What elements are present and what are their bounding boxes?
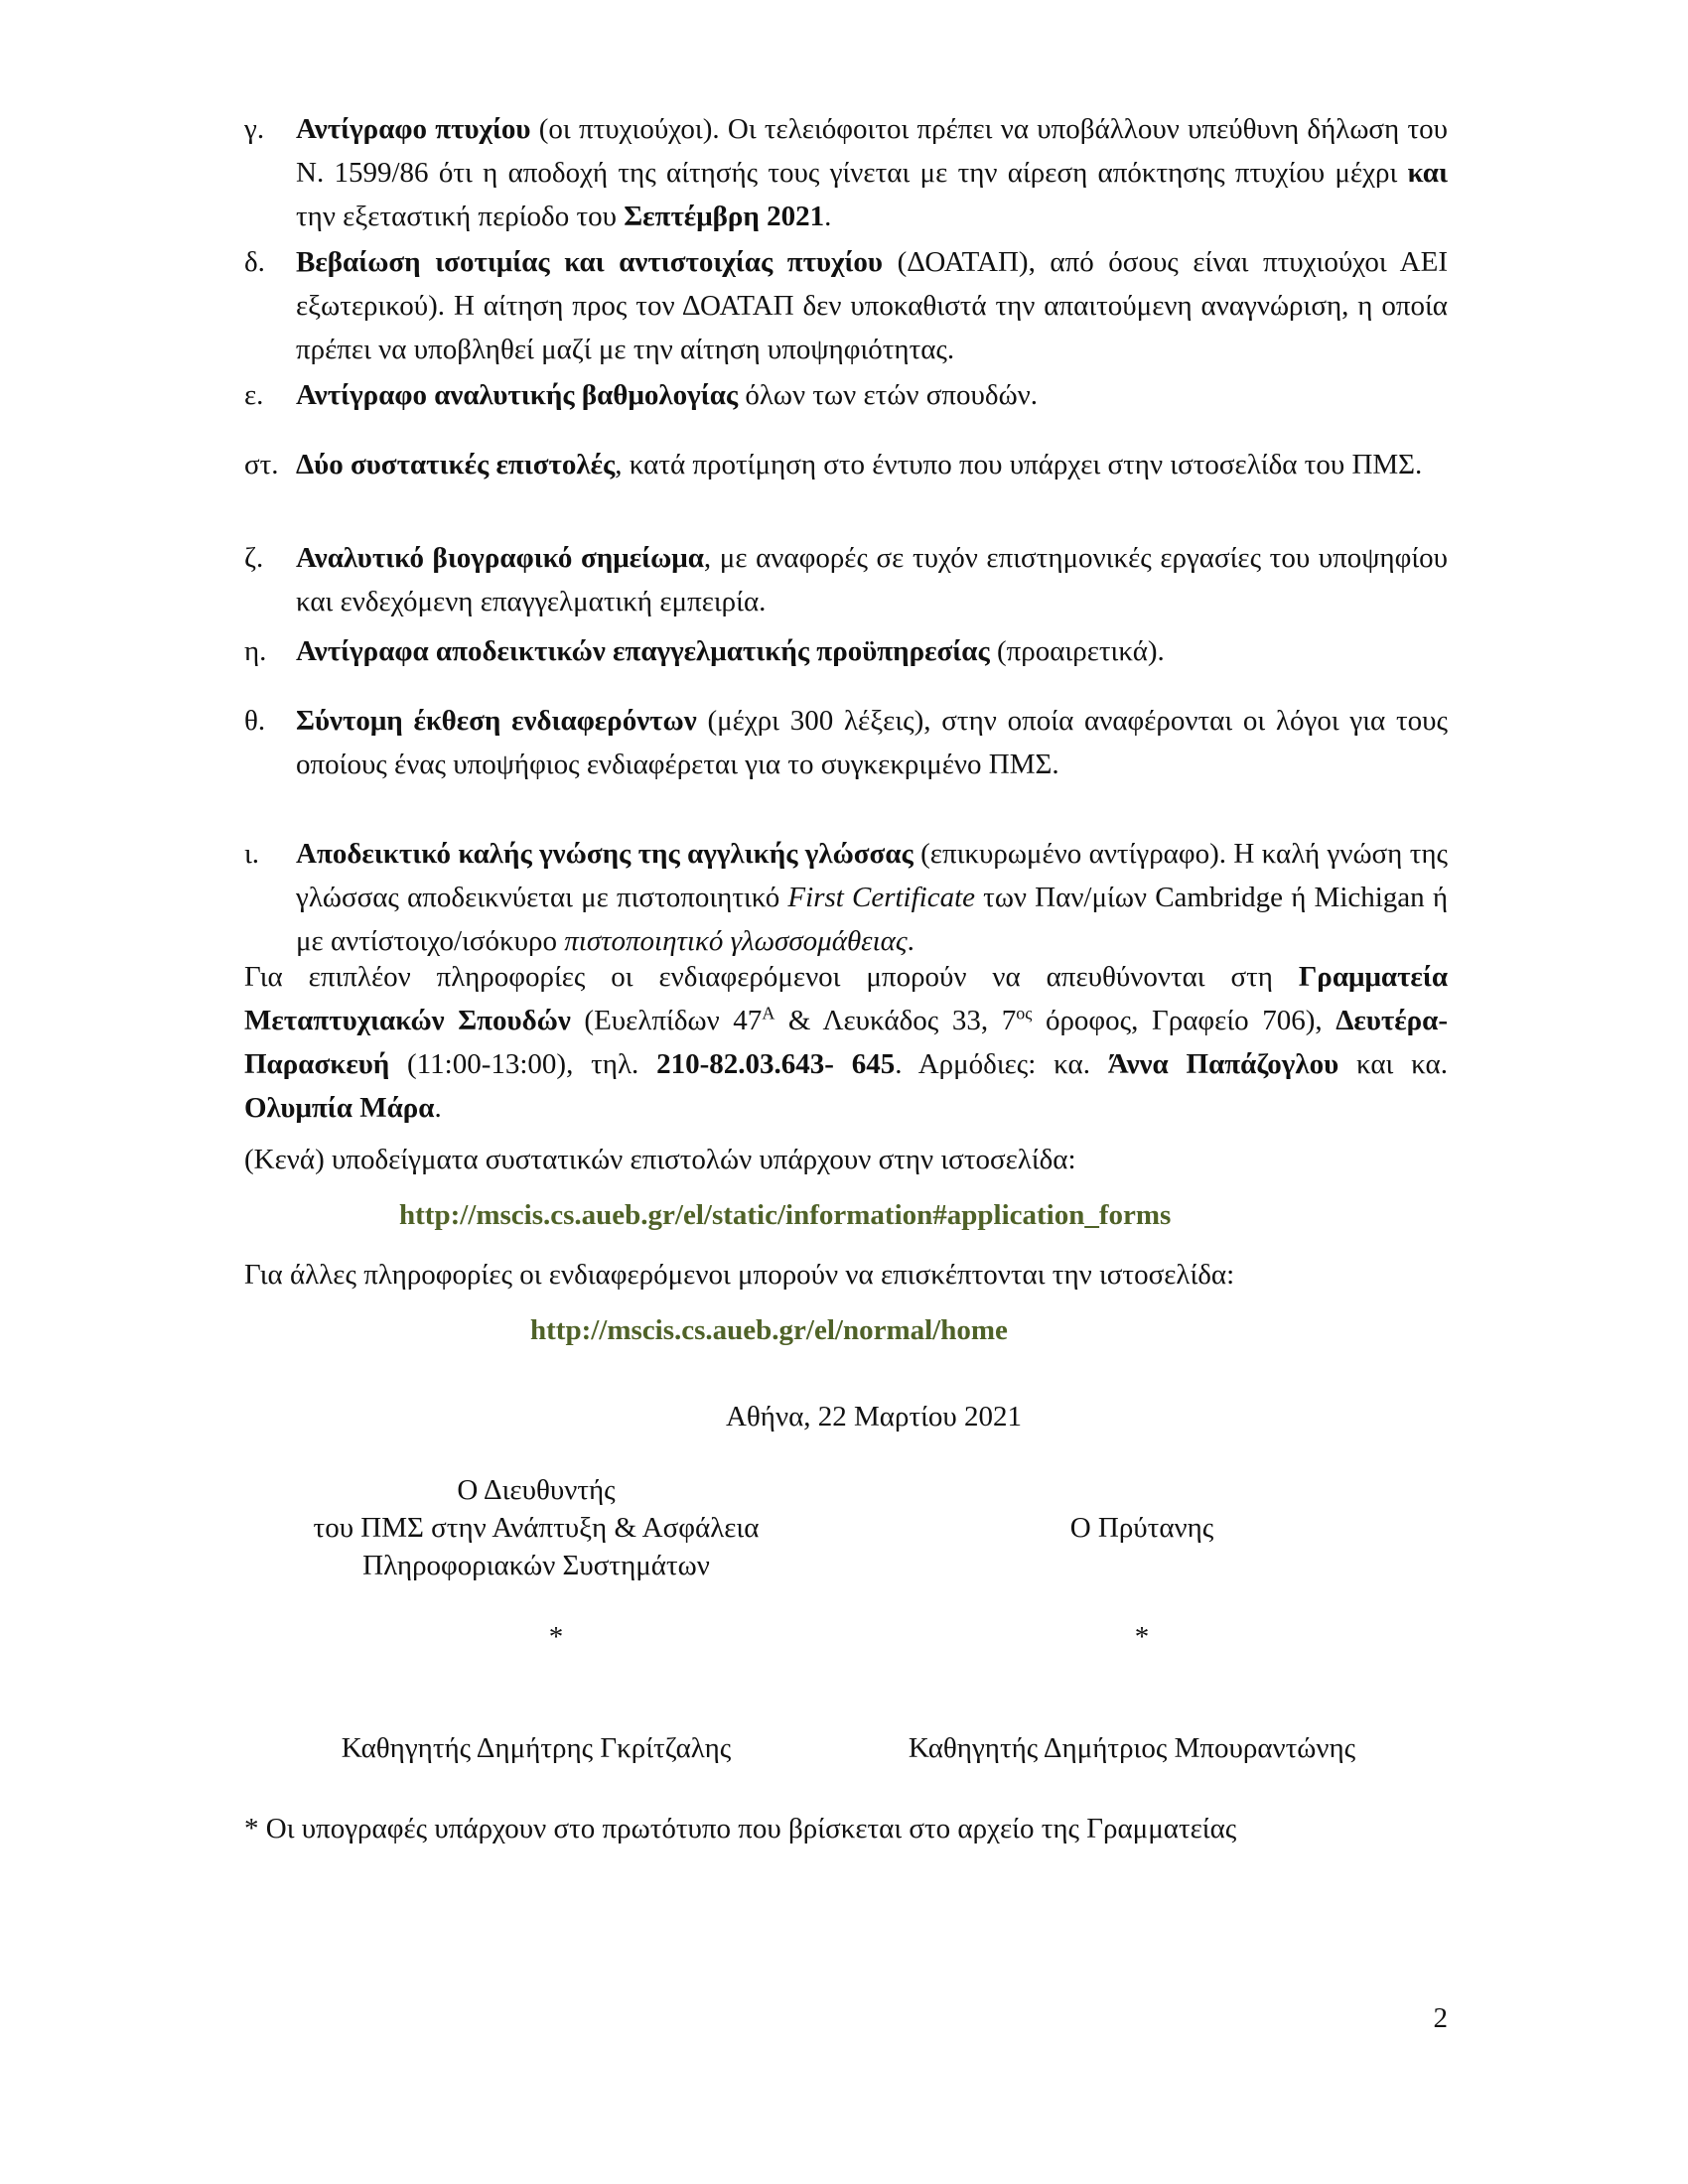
text-run: Α xyxy=(762,1003,775,1024)
text-run: 210-82.03.643- 645 xyxy=(656,1048,896,1080)
text-run: όροφος, Γραφείο 706), xyxy=(1032,1005,1336,1036)
right-signatory-name: Καθηγητής Δημήτριος Μπουραντώνης xyxy=(908,1732,1356,1764)
left-signatory-name: Καθηγητής Δημήτρης Γκρίτζαλης xyxy=(341,1732,732,1764)
text-run: πιστοποιητικό γλωσσομάθειας xyxy=(564,925,908,957)
list-item xyxy=(244,832,1448,963)
list-item-marker: ε. xyxy=(244,379,264,411)
signature-footnote: * Οι υπογραφές υπάρχουν στο πρωτότυπο που βρίσκεται στο αρχείο της Γραμματείας xyxy=(244,1813,1237,1844)
info-paragraph xyxy=(244,955,1448,1130)
text-run: ος xyxy=(1016,1003,1033,1024)
list-item-text xyxy=(296,107,1448,238)
list-item xyxy=(244,107,1448,238)
list-item-marker: στ. xyxy=(244,449,279,480)
text-run: Αναλυτικό βιογραφικό σημείωμα xyxy=(296,542,704,574)
text-run: Βεβαίωση ισοτιμίας και αντιστοιχίας πτυχίου xyxy=(296,246,883,278)
text-run: (Ευελπίδων 47 xyxy=(570,1005,763,1036)
text-run: (11:00-13:00), τηλ. xyxy=(389,1048,657,1080)
text-run: Αντίγραφο πτυχίου xyxy=(296,113,531,145)
left-signatory-title xyxy=(238,1471,834,1584)
text-run: . Αρμόδιες: κα. xyxy=(895,1048,1108,1080)
text-run: . xyxy=(824,201,832,232)
list-item-marker: ι. xyxy=(244,838,260,870)
text-run: (μέχρι 300 λέξεις), στην οποία αναφέρονται οι λόγοι για τους οποίους ένας υποψήφιος ενδιαφέρεται για το συγκεκριμένο ΠΜΣ. xyxy=(296,705,1448,780)
text-run: Σεπτέμβρη 2021 xyxy=(624,201,825,232)
text-run: & Λευκάδος 33, 7 xyxy=(774,1005,1017,1036)
list-item-text xyxy=(296,443,1448,486)
text-run: Για επιπλέον πληροφορίες οι ενδιαφερόμενοι μπορούν να απευθύνονται στη xyxy=(244,961,1299,993)
text-run: First Certificate xyxy=(787,882,976,913)
list-item xyxy=(244,443,1448,486)
text-run: όλων των ετών σπουδών. xyxy=(738,379,1039,411)
list-item xyxy=(244,240,1448,371)
text-run: . xyxy=(434,1092,442,1124)
text-run: Άννα Παπάζογλου xyxy=(1107,1048,1339,1080)
text-run: Δευτέρα-Παρασκευή xyxy=(244,1005,1448,1080)
text-run: Αντίγραφα αποδεικτικών επαγγελματικής προϋπηρεσίας xyxy=(296,635,990,667)
list-item xyxy=(244,629,1448,673)
left-title-line-3: Πληροφοριακών Συστημάτων xyxy=(362,1550,710,1581)
right-signatory-title: Ο Πρύτανης xyxy=(1069,1512,1214,1544)
list-item xyxy=(244,536,1448,623)
text-run: Ολυμπία Μάρα xyxy=(244,1092,435,1124)
list-item xyxy=(244,373,1448,417)
text-run: Σύντομη έκθεση ενδιαφερόντων xyxy=(296,705,697,737)
left-signature-mark: * xyxy=(548,1621,564,1653)
text-run: των Παν/μίων Cambridge ή Michigan ή με αντίστοιχο/ισόκυρο xyxy=(296,882,1448,957)
list-item-text xyxy=(296,536,1448,623)
text-run: και xyxy=(1407,157,1448,189)
left-title-line-1: Ο Διευθυντής xyxy=(457,1474,616,1506)
list-item-text xyxy=(296,240,1448,371)
list-item-text xyxy=(296,629,1448,673)
text-run: Αποδεικτικό καλής γνώσης της αγγλικής γλώσσας xyxy=(296,838,914,870)
page-number: 2 xyxy=(1433,2002,1448,2034)
list-item-text xyxy=(296,832,1448,963)
text-run: , με αναφορές σε τυχόν επιστημονικές εργασίες του υποψηφίου και ενδεχόμενη επαγγελματική εμπειρία. xyxy=(296,542,1448,617)
forms-link[interactable]: http://mscis.cs.aueb.gr/el/static/information#application_forms xyxy=(399,1199,1172,1231)
info-intro: Για άλλες πληροφορίες οι ενδιαφερόμενοι μπορούν να επισκέπτονται την ιστοσελίδα: xyxy=(244,1259,1235,1291)
text-run: (προαιρετικά). xyxy=(989,635,1165,667)
list-item-marker: γ. xyxy=(244,113,265,145)
text-run: και κα. xyxy=(1338,1048,1448,1080)
right-signature-mark: * xyxy=(1134,1621,1150,1653)
list-item-marker: θ. xyxy=(244,705,266,737)
list-item-marker: η. xyxy=(244,635,267,667)
list-item xyxy=(244,699,1448,786)
text-run: Δύο συστατικές επιστολές xyxy=(296,449,616,480)
list-item-text xyxy=(296,373,1448,417)
forms-intro: (Κενά) υποδείγματα συστατικών επιστολών υπάρχουν στην ιστοσελίδα: xyxy=(244,1144,1076,1175)
text-run: (ΔΟΑΤΑΠ), από όσους είναι πτυχιούχοι ΑΕΙ εξωτερικού). Η αίτηση προς τον ΔΟΑΤΑΠ δεν υποκαθιστά την απαιτούμενη αναγνώριση, η οποία πρέπει να υποβληθεί μαζί με την αίτηση υποψηφιότητας. xyxy=(296,246,1448,365)
text-run: (επικυρωμένο αντίγραφο). Η καλή γνώση της γλώσσας αποδεικνύεται με πιστοποιητικό xyxy=(296,838,1449,913)
home-link[interactable]: http://mscis.cs.aueb.gr/el/normal/home xyxy=(530,1314,1008,1346)
text-run: (οι πτυχιούχοι). Οι τελειόφοιτοι πρέπει να υποβάλλουν υπεύθυνη δήλωση του Ν. 1599/86 ότι η αποδοχή της αίτησής τους γίνεται με την αίρεση απόκτησης πτυχίου μέχρι xyxy=(296,113,1448,189)
text-run: Αντίγραφο αναλυτικής βαθμολογίας xyxy=(296,379,739,411)
list-item-text xyxy=(296,699,1448,786)
list-item-marker: δ. xyxy=(244,246,265,278)
text-run: . xyxy=(907,925,914,957)
date-line: Αθήνα, 22 Μαρτίου 2021 xyxy=(725,1401,1023,1433)
text-run: , κατά προτίμηση στο έντυπο που υπάρχει στην ιστοσελίδα του ΠΜΣ. xyxy=(615,449,1423,480)
text-run: Γραμματεία Μεταπτυχιακών Σπουδών xyxy=(244,961,1448,1036)
left-title-line-2: του ΠΜΣ στην Ανάπτυξη & Ασφάλεια xyxy=(313,1512,760,1544)
list-item-marker: ζ. xyxy=(244,542,264,574)
text-run: την εξεταστική περίοδο του xyxy=(296,201,625,232)
